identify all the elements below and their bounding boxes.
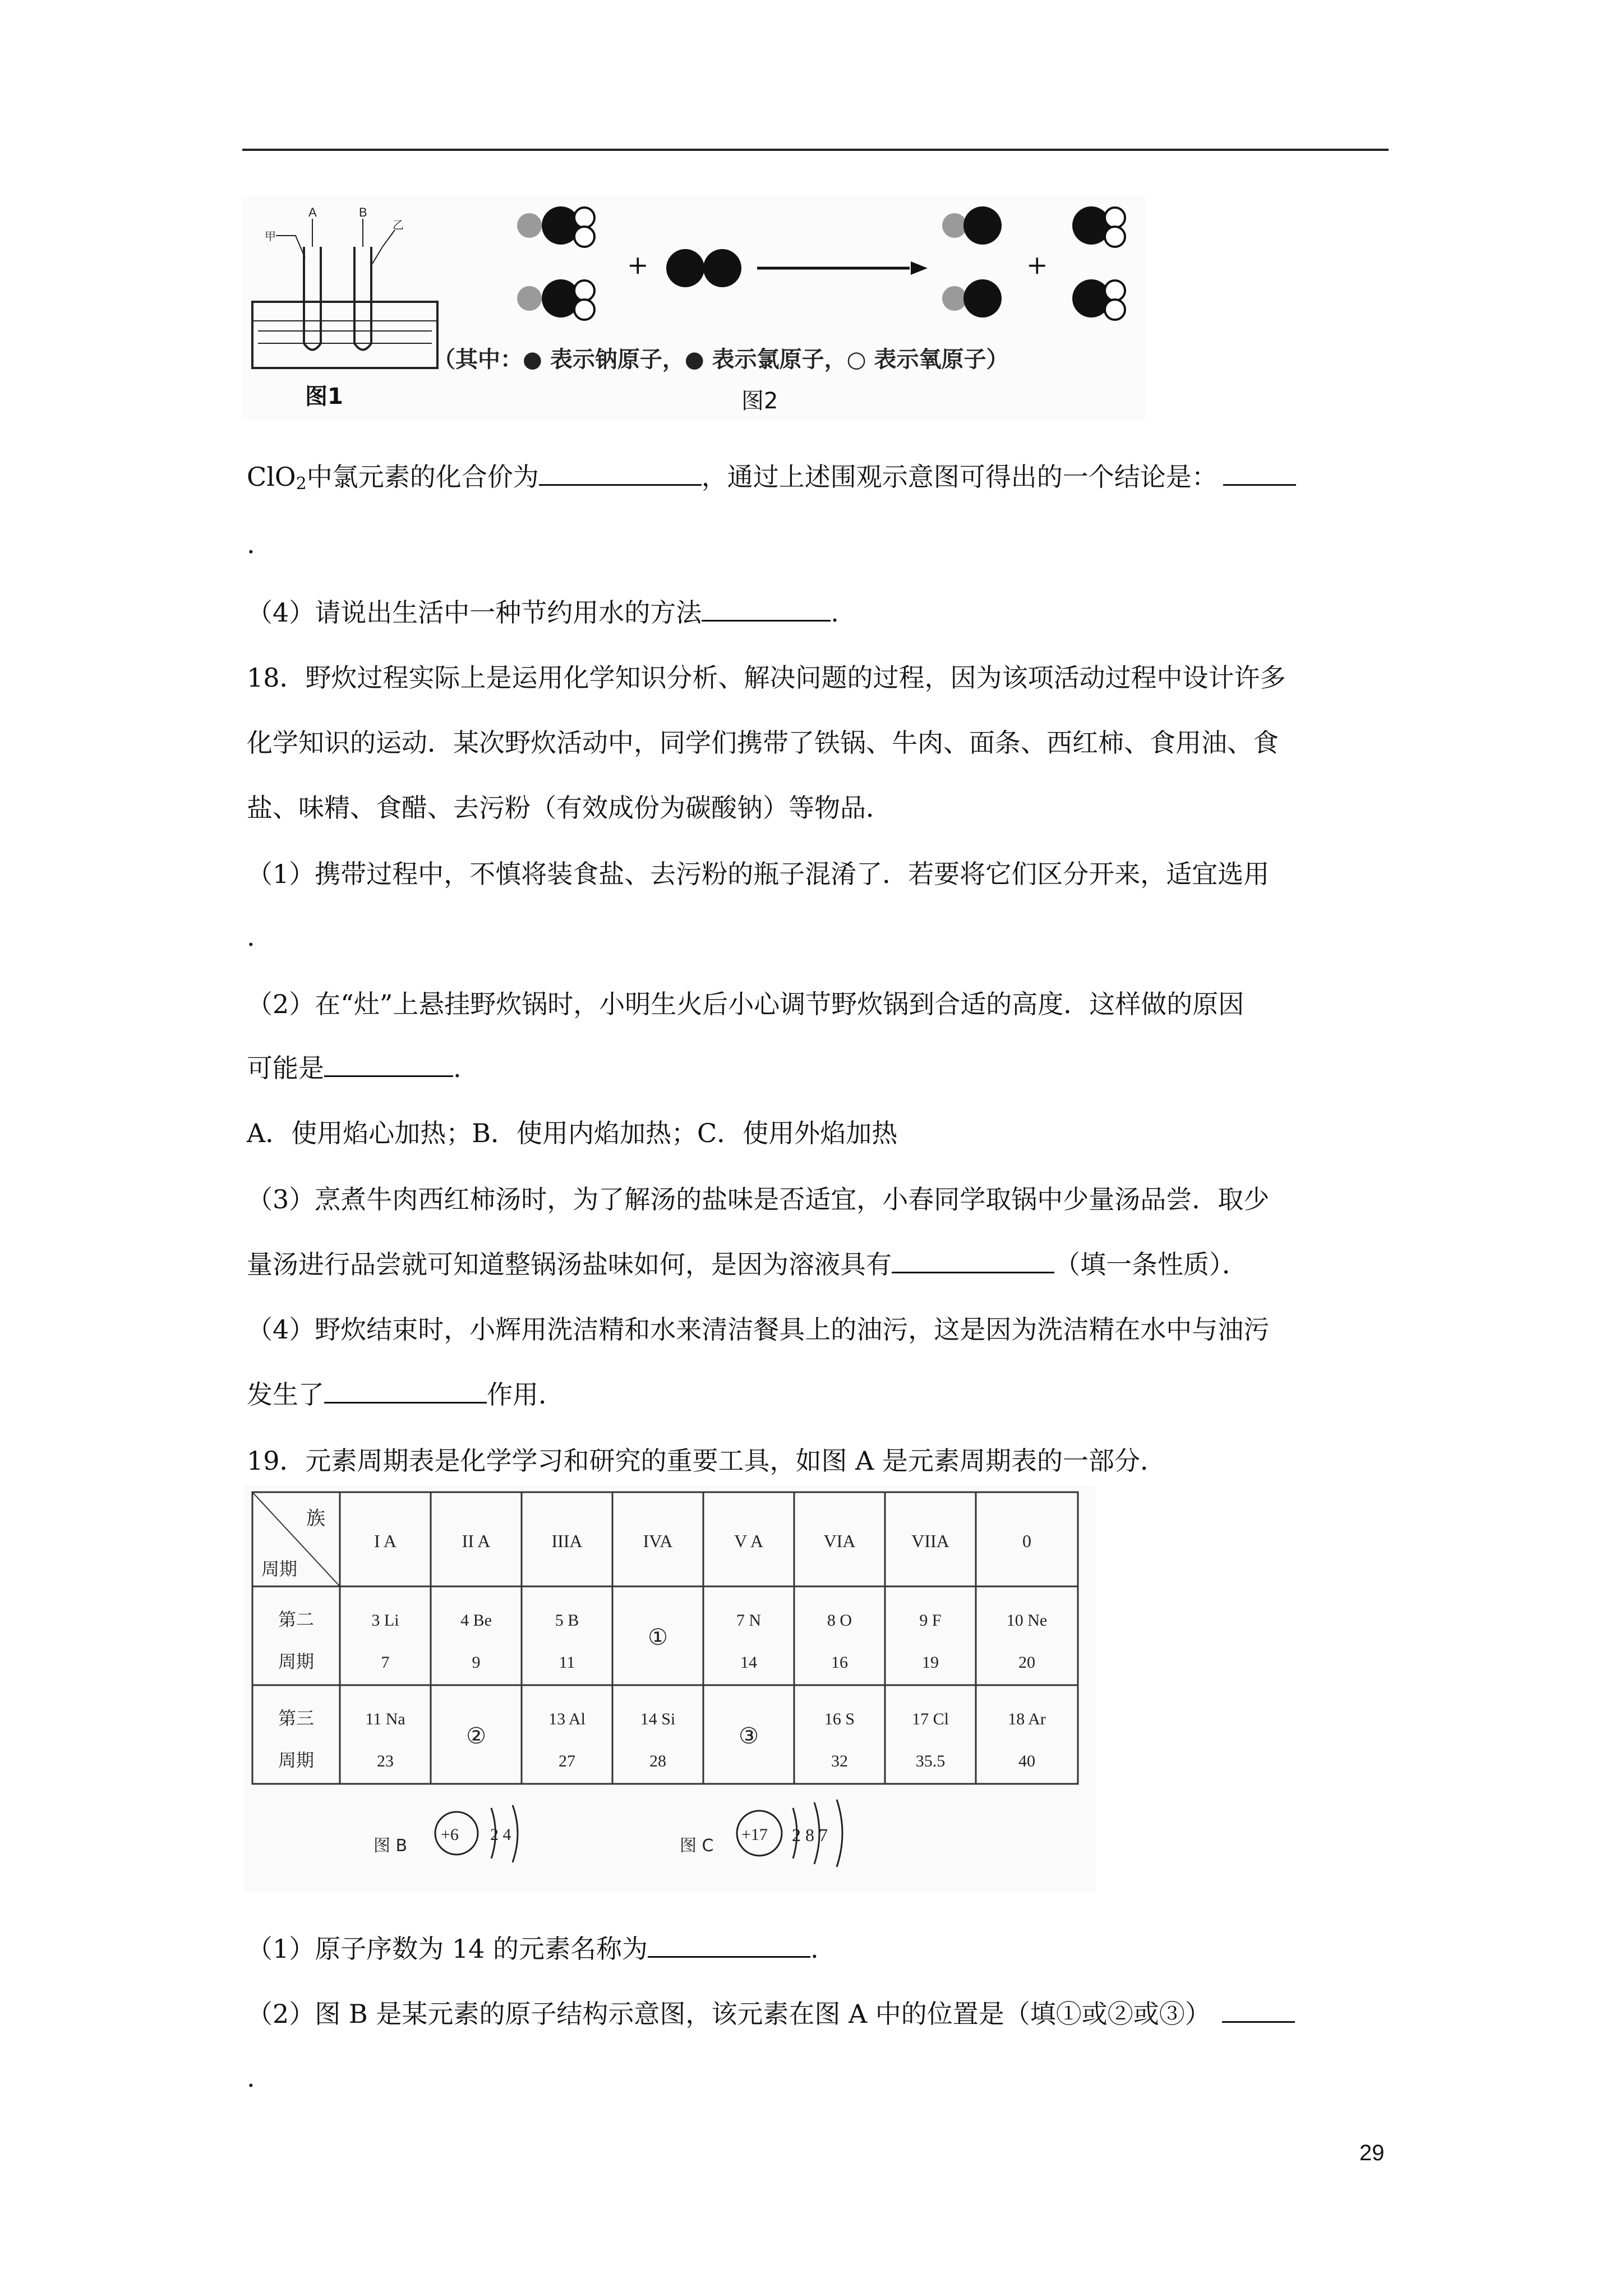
answer-blank[interactable]: [1222, 1999, 1295, 2023]
tube-label-a: A: [308, 205, 317, 219]
line-q18-8: [247, 1116, 897, 1150]
line-q18-1: [247, 661, 1286, 694]
line-clo2-valence: [247, 460, 1296, 501]
tube-label-yi: 乙: [393, 218, 404, 232]
text-q18-part1: （1）携带过程中，不慎将装食盐、去污粉的瓶子混淆了．若要将它们区分开来，适宜选用: [247, 859, 1270, 889]
element-symbol: 17 Cl: [912, 1710, 949, 1728]
clo2-molecule-icon: [1072, 279, 1125, 320]
answer-blank[interactable]: [892, 1249, 1054, 1273]
page-number: 29: [1359, 2141, 1385, 2165]
text-period: .: [453, 1053, 462, 1083]
tube-label-jia: 甲: [265, 229, 276, 243]
answer-blank[interactable]: [648, 1934, 810, 1958]
atomic-mass: 19: [922, 1653, 939, 1672]
fig-c-shells: 2 8 7: [792, 1825, 828, 1845]
group-header-6: VIA: [823, 1531, 856, 1551]
line-q18-10: [247, 1248, 1248, 1281]
element-symbol: 13 Al: [548, 1710, 585, 1728]
atomic-mass: 9: [472, 1653, 481, 1672]
line-q18-2: [247, 726, 1279, 760]
element-symbol: 5 B: [555, 1611, 579, 1630]
fig-c-nucleus: +17: [741, 1825, 768, 1844]
group-header-5: V A: [734, 1531, 763, 1551]
text-q18: 盐、味精、食醋、去污粉（有效成份为碳酸钠）等物品．: [247, 793, 892, 823]
atomic-mass: 11: [559, 1653, 575, 1672]
text-q19: 19．元素周期表是化学学习和研究的重要工具，如图 A 是元素周期表的一部分．: [247, 1446, 1166, 1476]
text-q19-part1: （1）原子序数为 14 的元素名称为: [247, 1934, 648, 1964]
line-q18-9: [247, 1182, 1269, 1216]
element-symbol: 14 Si: [640, 1710, 676, 1728]
atomic-mass: 35.5: [915, 1752, 946, 1770]
group-header-2: II A: [462, 1531, 491, 1551]
answer-blank[interactable]: [324, 1053, 453, 1077]
fig-b-label: 图 B: [374, 1836, 408, 1856]
blank-position-mark: ②: [466, 1723, 486, 1749]
text-valence: 中氯元素的化合价为: [306, 462, 539, 492]
answer-blank[interactable]: [539, 462, 702, 486]
element-symbol: 16 S: [824, 1710, 855, 1728]
element-symbol: 4 Be: [460, 1611, 492, 1630]
line-q19-3: [247, 1997, 1295, 2031]
atomic-mass: 28: [649, 1752, 666, 1770]
text-q19-part2: （2）图 B 是某元素的原子结构示意图，该元素在图 A 中的位置是（填①或②或③）: [247, 1999, 1211, 2029]
text-clo2: ClO: [247, 462, 296, 492]
line-q18-11: [247, 1313, 1269, 1346]
atomic-mass: 14: [740, 1653, 757, 1672]
text-q18: 化学知识的运动．某次野炊活动中，同学们携带了铁锅、牛肉、面条、西红柿、食用油、食: [247, 728, 1279, 758]
text-period: .: [247, 2063, 255, 2093]
element-symbol: 11 Na: [365, 1710, 405, 1728]
figure-reaction: [242, 196, 1146, 420]
text-q18-part2: （2）在“灶”上悬挂野炊锅时，小明生火后小心调节野炊锅到合适的高度．这样做的原因: [247, 989, 1244, 1019]
answer-blank[interactable]: [1223, 462, 1296, 486]
figure-periodic-table: [245, 1485, 1096, 1892]
answer-blank[interactable]: [324, 1379, 487, 1404]
line-q4-water: [247, 596, 839, 629]
text-period: .: [247, 529, 255, 559]
line-q18-6: [247, 987, 1244, 1021]
line-q18-5: [247, 920, 255, 954]
element-symbol: 7 N: [736, 1611, 762, 1630]
group-header-8: 0: [1022, 1531, 1031, 1551]
line-q18-7: [247, 1051, 462, 1085]
atomic-mass: 7: [381, 1653, 390, 1672]
fig-b-shells: 2 4: [490, 1825, 511, 1844]
fig1-label: 图1: [305, 384, 343, 409]
fig-b-nucleus: +6: [441, 1825, 459, 1844]
text-conclusion: ，通过上述围观示意图可得出的一个结论是：: [701, 462, 1218, 492]
header-rule: [242, 149, 1389, 151]
element-symbol: 3 Li: [371, 1611, 399, 1630]
element-symbol: 10 Ne: [1006, 1611, 1048, 1630]
text-period: .: [831, 597, 839, 628]
fig-c-label: 图 C: [680, 1836, 714, 1856]
answer-blank[interactable]: [702, 597, 831, 622]
group-header-4: IVA: [643, 1531, 673, 1551]
group-header-1: I A: [374, 1531, 396, 1551]
subscript-2: 2: [296, 474, 307, 494]
line-q19-4: [247, 2061, 255, 2095]
text-q18-part4: （4）野炊结束时，小辉用洗洁精和水来清洁餐具上的油污，这是因为洗洁精在水中与油污: [247, 1314, 1270, 1345]
period-label: 周期: [278, 1750, 315, 1771]
atomic-mass: 16: [831, 1653, 848, 1672]
tube-label-b: B: [359, 205, 367, 219]
text-solution: 量汤进行品尝就可知道整锅汤盐味如何，是因为溶液具有: [247, 1249, 892, 1280]
element-symbol: 8 O: [827, 1611, 852, 1630]
line-period: [247, 527, 255, 561]
line-q19-1: [247, 1444, 1166, 1478]
blank-position-mark: ①: [648, 1625, 668, 1650]
legend-text: （其中：● 表示钠原子，● 表示氯原子，○ 表示氧原子）: [433, 347, 1009, 372]
period-label: 第二: [278, 1609, 315, 1630]
atomic-mass: 20: [1018, 1653, 1035, 1672]
text-period: .: [810, 1934, 819, 1964]
group-header-7: VIIA: [911, 1531, 949, 1551]
text-period: .: [247, 922, 255, 952]
atomic-mass: 23: [377, 1752, 394, 1770]
text-q4-water: （4）请说出生活中一种节约用水的方法: [247, 597, 702, 628]
periodic-table-svg: [245, 1485, 1096, 1892]
line-q18-4: [247, 857, 1269, 891]
fig2-label: 图2: [741, 388, 778, 414]
blank-position-mark: ③: [739, 1723, 759, 1749]
text-maybe: 可能是: [247, 1053, 324, 1083]
line-q18-12: [247, 1378, 564, 1411]
figure-reaction-svg: [242, 196, 1146, 420]
corner-group-label: 族: [306, 1507, 325, 1530]
text-q18-part3: （3）烹煮牛肉西红柿汤时，为了解汤的盐味是否适宜，小春同学取锅中少量汤品尝．取少: [247, 1184, 1270, 1214]
period-label: 周期: [278, 1651, 315, 1672]
plus-sign: +: [627, 250, 649, 280]
corner-period-label: 周期: [261, 1558, 298, 1580]
line-q19-2: [247, 1932, 819, 1966]
group-header-3: IIIA: [551, 1531, 583, 1551]
element-symbol: 18 Ar: [1008, 1710, 1046, 1728]
element-symbol: 9 F: [919, 1611, 942, 1630]
plus-sign: +: [1026, 250, 1048, 280]
text-action: 作用．: [487, 1379, 564, 1410]
text-q18: 18．野炊过程实际上是运用化学知识分析、解决问题的过程，因为该项活动过程中设计许多: [247, 662, 1286, 693]
atomic-mass: 32: [831, 1752, 848, 1770]
text-occurred: 发生了: [247, 1379, 324, 1410]
clo2-molecule-icon: [1072, 206, 1125, 247]
atomic-mass: 27: [559, 1752, 575, 1770]
text-property: （填一条性质）．: [1054, 1249, 1248, 1280]
text-options: A．使用焰心加热；B．使用内焰加热；C．使用外焰加热: [247, 1118, 898, 1148]
line-q18-3: [247, 791, 892, 825]
period-label: 第三: [278, 1708, 315, 1729]
atomic-mass: 40: [1018, 1752, 1035, 1770]
